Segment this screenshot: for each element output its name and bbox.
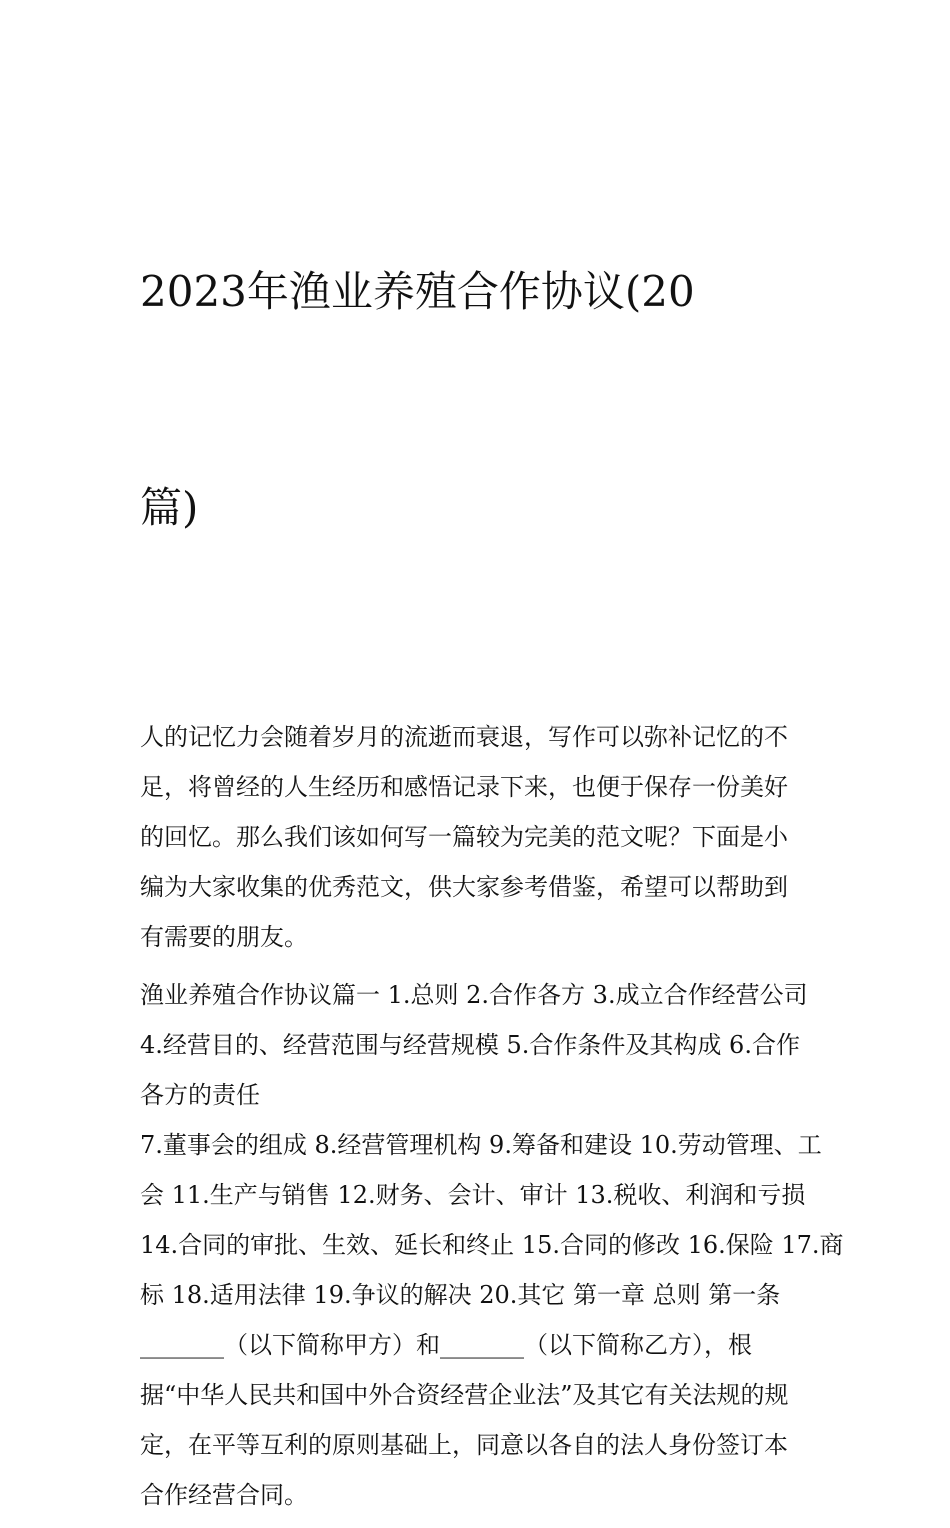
body-line: 合作经营合同。 [140,1481,308,1509]
body-line: 据“中华人民共和国中外合资经营企业法”及其它有关法规的规 [140,1381,789,1409]
intro-line: 编为大家收集的优秀范文，供大家参考借鉴，希望可以帮助到 [140,873,788,901]
body-line: 会 11.生产与销售 12.财务、会计、审计 13.税收、利润和亏损 [140,1181,806,1209]
intro-line: 有需要的朋友。 [140,923,308,951]
toc-line: 4.经营目的、经营范围与经营规模 5.合作条件及其构成 6.合作 [140,1031,800,1059]
document-page [140,112,844,1528]
toc-line: 各方的责任 [140,1081,260,1109]
body-line: _______（以下简称甲方）和_______（以下简称乙方），根 [140,1331,752,1359]
toc-line: 渔业养殖合作协议篇一 1.总则 2.合作各方 3.成立合作经营公司 [140,981,808,1009]
toc-paragraph [140,970,812,1120]
body-line: 7.董事会的组成 8.经营管理机构 9.筹备和建设 10.劳动管理、工 [140,1131,822,1159]
intro-line: 的回忆。那么我们该如何写一篇较为完美的范文呢？下面是小 [140,823,788,851]
title-line-1: 2023年渔业养殖合作协议(20 [140,267,695,316]
document-title [140,112,812,688]
title-line-2: 篇) [140,483,199,532]
intro-line: 人的记忆力会随着岁月的流逝而衰退，写作可以弥补记忆的不 [140,723,788,751]
intro-line: 足，将曾经的人生经历和感悟记录下来，也便于保存一份美好 [140,773,788,801]
intro-paragraph [140,712,812,962]
body-line: 定，在平等互利的原则基础上，同意以各自的法人身份签订本 [140,1431,788,1459]
body-line: 标 18.适用法律 19.争议的解决 20.其它 第一章 总则 第一条 [140,1281,781,1309]
body-paragraph [140,1120,844,1520]
body-line: 14.合同的审批、生效、延长和终止 15.合同的修改 16.保险 17.商 [140,1231,844,1259]
